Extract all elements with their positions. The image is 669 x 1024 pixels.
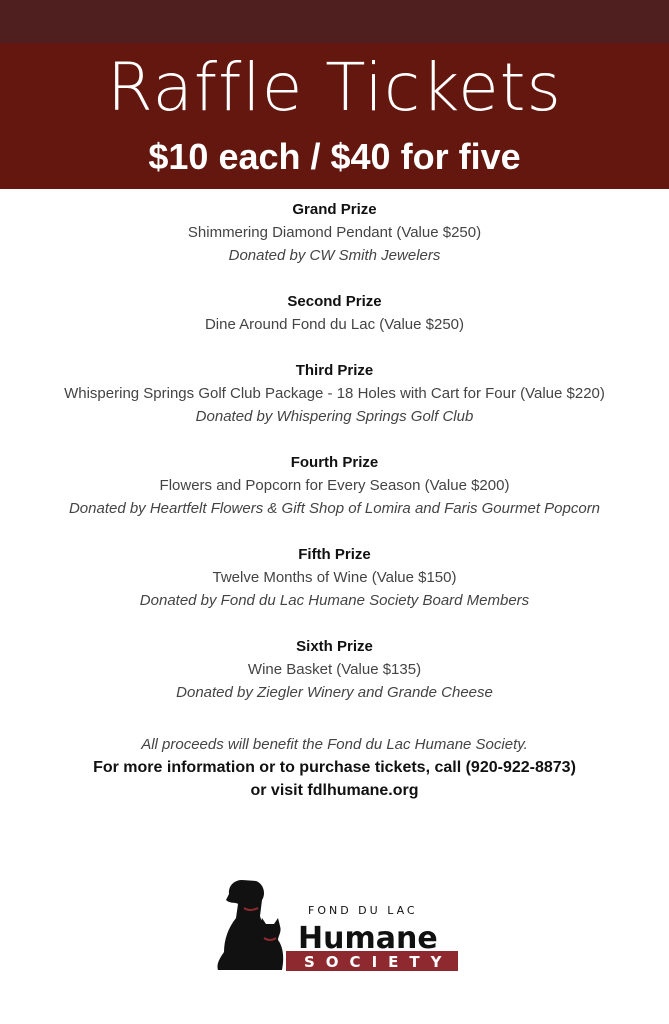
footer bbox=[0, 733, 669, 802]
prize-title: Grand Prize bbox=[292, 201, 377, 218]
website-link[interactable]: or visit fdlhumane.org bbox=[250, 782, 419, 799]
prize-description: Dine Around Fond du Lac (Value $250) bbox=[204, 316, 465, 333]
prize-fourth bbox=[0, 451, 669, 520]
prize-third bbox=[0, 359, 669, 428]
prize-donor: Donated by CW Smith Jewelers bbox=[228, 247, 441, 264]
logo-line1: FOND DU LAC bbox=[308, 904, 418, 917]
prize-title: Fifth Prize bbox=[298, 546, 371, 563]
page-title: Raffle Tickets bbox=[107, 49, 562, 126]
prize-description: Whispering Springs Golf Club Package - 18 Holes with Cart for Four (Value $220) bbox=[64, 385, 605, 402]
prize-sixth bbox=[0, 635, 669, 704]
prize-donor: Donated by Fond du Lac Humane Society Board Members bbox=[139, 592, 530, 609]
humane-society-logo bbox=[214, 874, 464, 974]
prize-donor: Donated by Ziegler Winery and Grande Cheese bbox=[176, 684, 493, 701]
prize-donor: Donated by Heartfelt Flowers & Gift Shop of Lomira and Faris Gourmet Popcorn bbox=[68, 500, 601, 517]
dog-cat-silhouette-icon bbox=[214, 874, 464, 974]
prize-title: Sixth Prize bbox=[296, 638, 373, 655]
prize-title: Fourth Prize bbox=[290, 454, 379, 471]
prize-grand bbox=[0, 198, 669, 267]
top-band bbox=[0, 0, 669, 43]
prize-fifth bbox=[0, 543, 669, 612]
prize-second bbox=[0, 290, 669, 336]
ticket-price: $10 each / $40 for five bbox=[148, 136, 521, 177]
header-banner bbox=[0, 43, 669, 189]
prize-list bbox=[0, 198, 669, 727]
prize-description: Twelve Months of Wine (Value $150) bbox=[212, 569, 457, 586]
logo-line2: Humane bbox=[298, 921, 438, 956]
prize-description: Wine Basket (Value $135) bbox=[247, 661, 422, 678]
prize-description: Flowers and Popcorn for Every Season (Value $200) bbox=[159, 477, 510, 494]
prize-title: Second Prize bbox=[287, 293, 382, 310]
prize-donor: Donated by Whispering Springs Golf Club bbox=[195, 408, 474, 425]
prize-title: Third Prize bbox=[295, 362, 374, 379]
contact-info: For more information or to purchase tickets, call (920-922-8873) bbox=[93, 759, 576, 776]
benefit-note: All proceeds will benefit the Fond du Lac Humane Society. bbox=[141, 736, 528, 753]
logo-line3: SOCIETY bbox=[304, 953, 453, 971]
prize-description: Shimmering Diamond Pendant (Value $250) bbox=[187, 224, 482, 241]
